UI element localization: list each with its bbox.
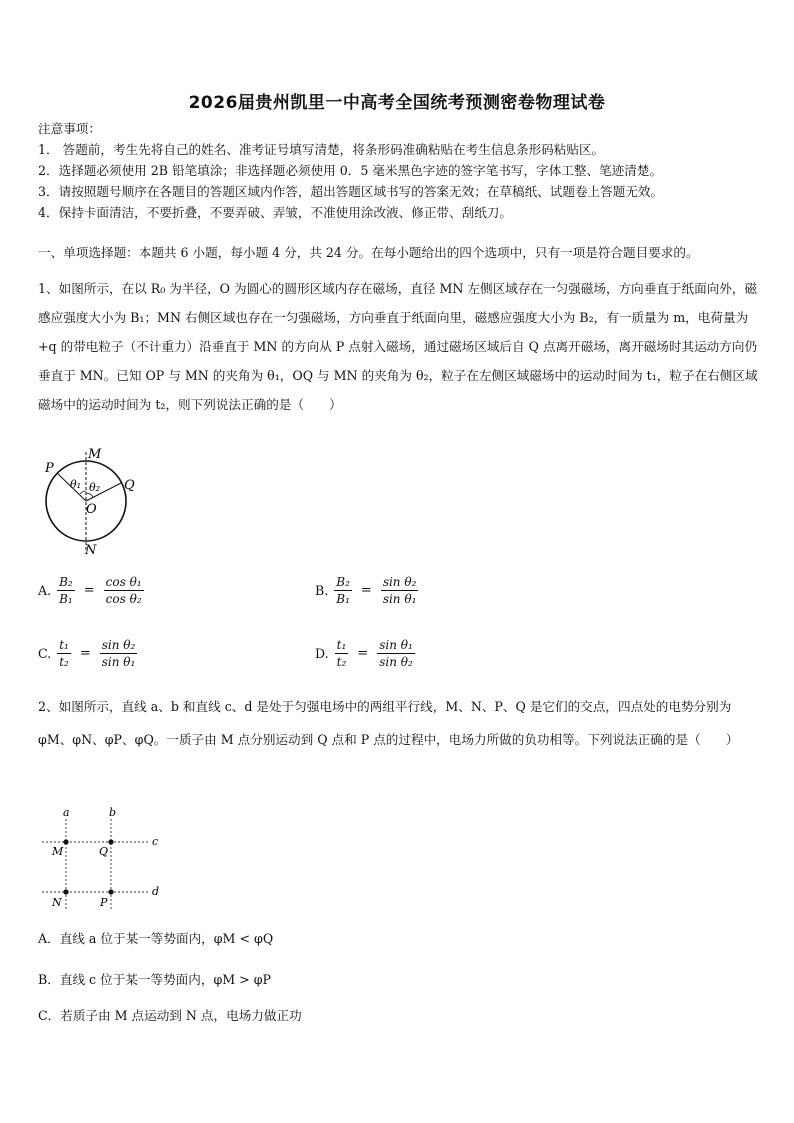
fraction-lhs: $\frac{\text{B₂}}{\text{B₁}}$ — [59, 575, 73, 606]
option-letter: A. — [38, 583, 52, 598]
label-c: c — [152, 835, 159, 848]
notice-item: 2．选择题必须使用 2B 铅笔填涂；非选择题必须使用 0．5 毫米黑色字迹的签字笔书写，字体工整、笔迹清楚。 — [38, 163, 663, 178]
q2-option-b[interactable]: B．直线 c 位于某一等势面内，φM > φP — [38, 972, 272, 987]
fraction-rhs: $\frac{\text{cos θ₁}}{\text{cos θ₂}}$ — [105, 575, 142, 606]
label-m: M — [88, 447, 102, 462]
option-letter: B. — [315, 583, 329, 598]
notice-heading: 注意事项： — [38, 121, 101, 136]
option-letter: C. — [38, 646, 52, 661]
label-n: N — [52, 896, 62, 909]
option-b[interactable]: B. $\frac{\text{B₂}}{\text{B₁}}$ = $\frac{\text{sin θ₂}}{\text{sin θ₁}}$ — [315, 575, 417, 606]
fraction-lhs: $\frac{\text{B₂}}{\text{B₁}}$ — [336, 575, 350, 606]
question-2-text: 2、如图所示，直线 a、b 和直线 c、d 是处于匀强电场中的两组平行线，M、N、P、Q 是它们的交点，四点处的电势分别为 φM、φN、φP、φQ。一质子由 M 点分别运动到 Q 点和 P 点的过程中，电场力所做的负功相等。下列说法正确的是（ ） — [38, 699, 739, 747]
fraction-rhs: $\frac{\text{sin θ₂}}{\text{sin θ₁}}$ — [382, 575, 417, 606]
label-p: P — [45, 461, 54, 476]
option-c[interactable]: C. $\frac{\text{t₁}}{\text{t₂}}$ = $\frac{\text{sin θ₂}}{\text{sin θ₁}}$ — [38, 638, 136, 669]
section-heading: 一、单项选择题：本题共 6 小题，每小题 4 分，共 24 分。在每小题给出的四个选项中，只有一项是符合题目要求的。 — [38, 245, 699, 260]
label-theta2: θ₂ — [89, 481, 101, 494]
point-q — [108, 839, 113, 844]
fraction-rhs: $\frac{\text{sin θ₁}}{\text{sin θ₂}}$ — [379, 638, 413, 669]
q2-option-a[interactable]: A．直线 a 位于某一等势面内，φM < φQ — [38, 931, 274, 946]
notice-item: 3．请按照题号顺序在各题目的答题区域内作答，超出答题区域书写的答案无效；在草稿纸、试题卷上答题无效。 — [38, 184, 664, 199]
label-a: a — [63, 806, 70, 819]
notice-item: 1． 答题前，考生先将自己的姓名、准考证号填写清楚，将条形码准确粘贴在考生信息条形码粘贴区。 — [38, 142, 605, 157]
point-n — [63, 889, 68, 894]
label-m: M — [52, 845, 64, 858]
fraction-rhs: $\frac{\text{sin θ₂}}{\text{sin θ₁}}$ — [101, 638, 136, 669]
fraction-lhs: $\frac{\text{t₁}}{\text{t₂}}$ — [59, 638, 69, 669]
question-1-figure — [38, 442, 148, 560]
q2-option-c[interactable]: C．若质子由 M 点运动到 N 点，电场力做正功 — [38, 1008, 302, 1023]
point-m — [63, 839, 68, 844]
label-q: Q — [99, 845, 109, 858]
label-d: d — [152, 885, 160, 898]
option-d[interactable]: D. $\frac{\text{t₁}}{\text{t₂}}$ = $\frac{\text{sin θ₁}}{\text{sin θ₂}}$ — [315, 638, 413, 669]
label-b: b — [109, 806, 117, 819]
page-title: 2026届贵州凯里一中高考全国统考预测密卷物理试卷 — [188, 93, 606, 113]
notice-item: 4．保持卡面清洁，不要折叠，不要弄破、弄皱，不准使用涂改液、修正带、刮纸刀。 — [38, 205, 512, 220]
option-a[interactable]: A. $\frac{\text{B₂}}{\text{B₁}}$ = $\frac{\text{cos θ₁}}{\text{cos θ₂}}$ — [38, 575, 142, 606]
label-o: O — [86, 502, 97, 517]
label-q: Q — [124, 478, 135, 493]
angle-arc-theta1 — [80, 491, 86, 494]
option-letter: D. — [315, 646, 329, 661]
label-p: P — [100, 896, 108, 909]
label-theta1: θ₁ — [70, 478, 82, 491]
question-1-text: 1、如图所示，在以 R₀ 为半径，O 为圆心的圆形区域内存在磁场，直径 MN 左侧区域存在一匀强磁场，方向垂直于纸面向外，磁感应强度大小为 B₁；MN 右侧区域也存在一匀强磁场，方向垂直于纸面向里，磁感应强度大小为 B₂，有一质量为 m，电荷量为+q 的带电粒子（不计重力）沿垂直于 MN 的方向从 P 点射入磁场，通过磁场区域后自 Q 点离开磁场，离开磁场时其运动方向仍垂直于 MN。已知 OP 与 MN 的夹角为 θ₁，OQ 与 MN 的夹角为 θ₂，粒子在左侧区域磁场中的运动时间为 t₁，粒子在右侧区域磁场中的运动时间为 t₂，则下列说法正确的是（ ） — [38, 281, 758, 412]
point-p — [108, 889, 113, 894]
question-2-figure — [38, 805, 168, 915]
fraction-lhs: $\frac{\text{t₁}}{\text{t₂}}$ — [336, 638, 347, 669]
label-n: N — [85, 543, 97, 558]
